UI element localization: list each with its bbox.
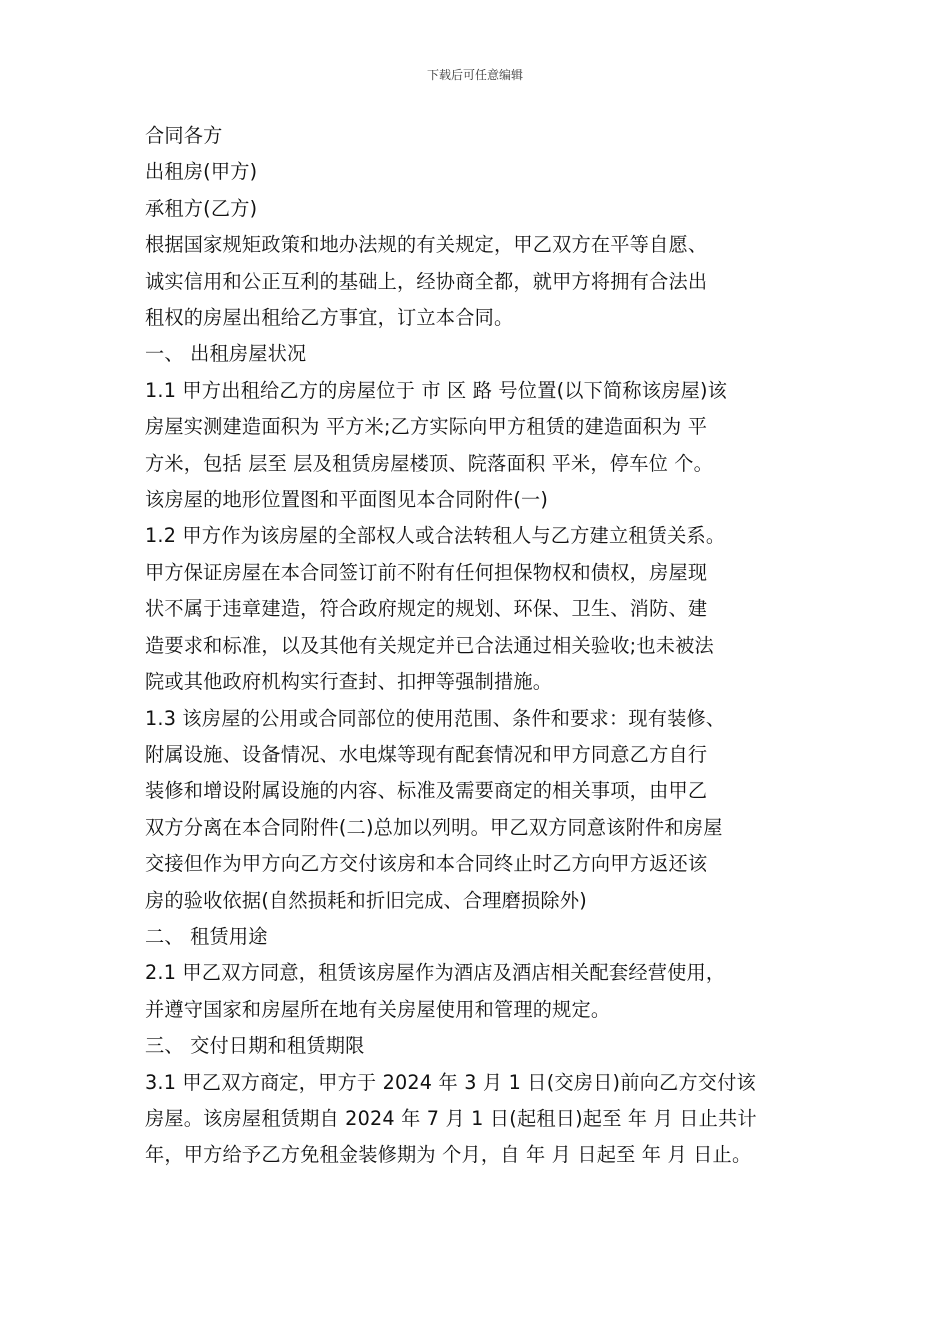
party-line: 承租方(乙方) bbox=[145, 196, 258, 220]
text-line: 2.1 甲乙双方同意，租赁该房屋作为酒店及酒店相关配套经营使用， bbox=[145, 961, 726, 985]
page-header-note: 下载后可任意编辑 bbox=[426, 68, 523, 82]
section-heading: 合同各方 bbox=[145, 124, 223, 147]
text-line: 房的验收依据(自然损耗和折旧完成、合理磨损除外) bbox=[145, 888, 587, 912]
text-line: 附属设施、设备情况、水电煤等现有配套情况和甲方同意乙方自行 bbox=[145, 742, 708, 766]
party-line: 出租房(甲方) bbox=[145, 160, 258, 184]
text-line: 根据国家规矩政策和地办法规的有关规定，甲乙双方在平等自愿、 bbox=[145, 233, 708, 257]
text-line: 1.1 甲方出租给乙方的房屋位于 市 区 路 号位置(以下简称该房屋)该 bbox=[145, 378, 728, 402]
text-line: 1.3 该房屋的公用或合同部位的使用范围、条件和要求：现有装修、 bbox=[145, 706, 726, 730]
text-line: 院或其他政府机构实行查封、扣押等强制措施。 bbox=[145, 670, 553, 694]
text-line: 年，甲方给予乙方免租金装修期为 个月，自 年 月 日起至 年 月 日止。 bbox=[145, 1143, 752, 1167]
text-line: 诚实信用和公正互利的基础上，经协商全都，就甲方将拥有合法出 bbox=[145, 269, 708, 293]
text-line: 1.2 甲方作为该房屋的全部权人或合法转租人与乙方建立租赁关系。 bbox=[145, 524, 726, 548]
section-heading: 三、 交付日期和租赁期限 bbox=[145, 1034, 365, 1058]
text-line: 租权的房屋出租给乙方事宜，订立本合同。 bbox=[145, 306, 514, 330]
text-line: 方米，包括 层至 层及租赁房屋楼顶、院落面积 平米，停车位 个。 bbox=[145, 451, 714, 475]
section-heading: 一、 出租房屋状况 bbox=[145, 342, 307, 366]
text-line: 双方分离在本合同附件(二)总加以列明。甲乙双方同意该附件和房屋 bbox=[145, 815, 723, 839]
contract-body bbox=[145, 118, 825, 1174]
text-line: 交接但作为甲方向乙方交付该房和本合同终止时乙方向甲方返还该 bbox=[145, 852, 708, 876]
section-heading: 二、 租赁用途 bbox=[145, 924, 268, 948]
text-line: 房屋实测建造面积为 平方米;乙方实际向甲方租赁的建造面积为 平 bbox=[145, 415, 708, 439]
text-line: 3.1 甲乙双方商定，甲方于 2024 年 3 月 1 日(交房日)前向乙方交付该 bbox=[145, 1070, 756, 1094]
text-line: 房屋。该房屋租赁期自 2024 年 7 月 1 日(起租日)起至 年 月 日止共计 bbox=[145, 1106, 757, 1130]
text-line: 造要求和标准，以及其他有关规定并已合法通过相关验收;也未被法 bbox=[145, 633, 714, 657]
text-line: 状不属于违章建造，符合政府规定的规划、环保、卫生、消防、建 bbox=[145, 597, 708, 621]
text-line: 该房屋的地形位置图和平面图见本合同附件(一) bbox=[145, 488, 549, 512]
text-line: 并遵守国家和房屋所在地有关房屋使用和管理的规定。 bbox=[145, 997, 611, 1021]
text-line: 甲方保证房屋在本合同签订前不附有任何担保物权和债权，房屋现 bbox=[145, 560, 708, 584]
text-line: 装修和增设附属设施的内容、标准及需要商定的相关事项，由甲乙 bbox=[145, 779, 708, 803]
